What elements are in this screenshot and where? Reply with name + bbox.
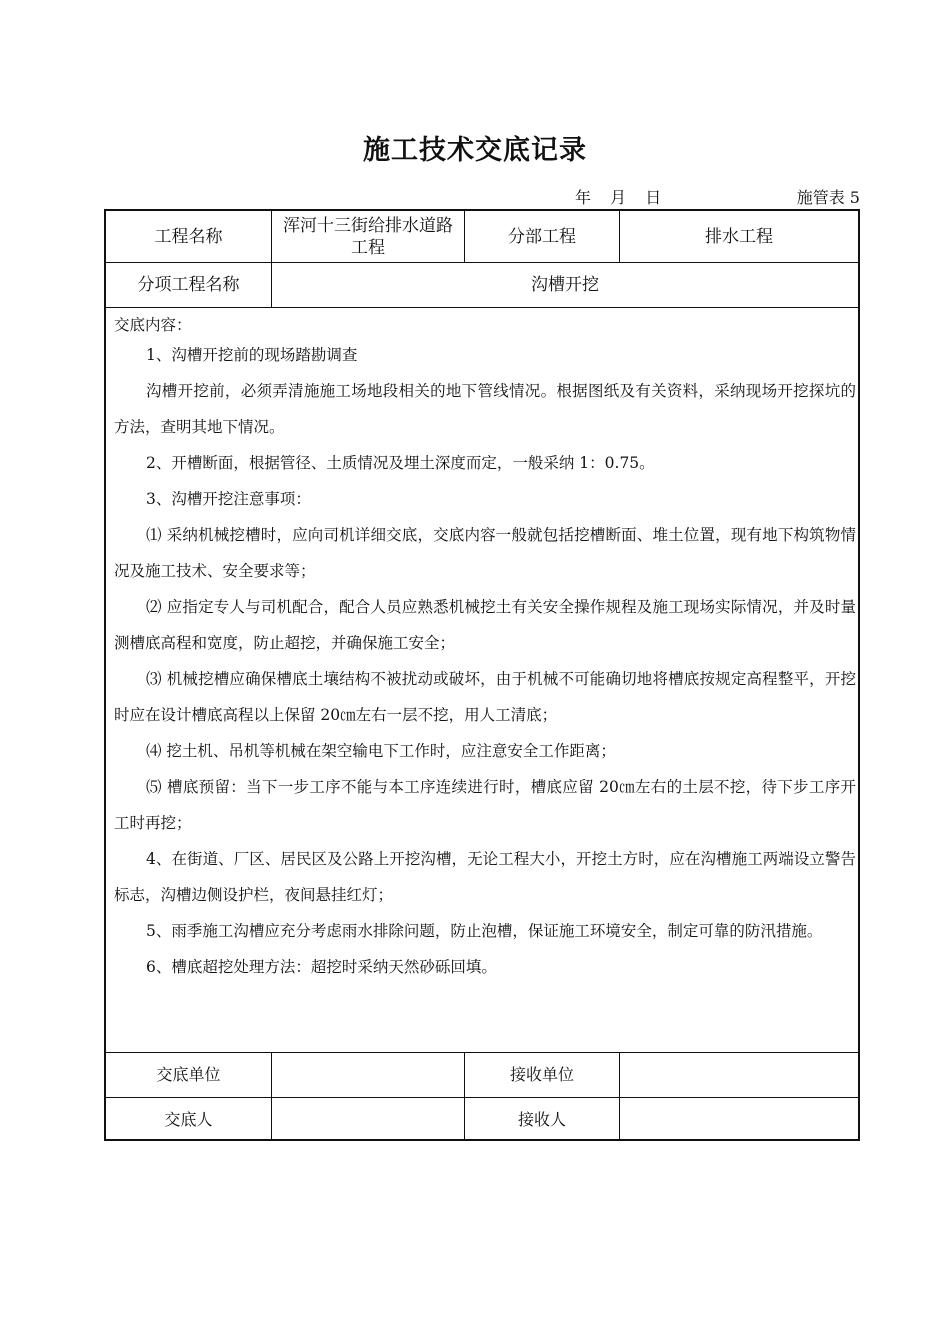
handover-person-label: 交底人: [164, 1109, 213, 1129]
content-paragraph: 沟槽开挖前，必须弄清施施工场地段相关的地下管线情况。根据图纸及有关资料，采纳现场开挖探坑的方法，查明其地下情况。: [114, 382, 856, 436]
receiving-unit-label: 接收单位: [509, 1065, 574, 1084]
disclosure-content: [114, 311, 856, 985]
handover-person-field[interactable]: [272, 1098, 464, 1141]
content-paragraph: ⑵ 应指定专人与司机配合，配合人员应熟悉机械挖土有关安全操作规程及施工现场实际情况，并及时量测槽底高程和宽度，防止超挖，并确保施工安全；: [114, 598, 856, 652]
receiving-unit-field[interactable]: [620, 1053, 858, 1097]
receiver-label: 接收人: [517, 1109, 566, 1129]
page-title: 施工技术交底记录: [363, 135, 587, 166]
content-paragraph: 5、雨季施工沟槽应充分考虑雨水排除问题，防止泡槽，保证施工环境安全，制定可靠的防汛措施。: [146, 922, 823, 940]
content-paragraph: ⑶ 机械挖槽应确保槽底土壤结构不被扰动或破坏，由于机械不可能确切地将槽底按规定高程整平，开挖时应在设计槽底高程以上保留 20㎝左右一层不挖，用人工清底；: [114, 670, 856, 724]
disclosure-form-table: [104, 209, 860, 1141]
date-line: [575, 185, 675, 208]
row-divider: [106, 307, 858, 308]
subitem-value: 沟槽开挖: [531, 275, 599, 295]
content-paragraph: 6、槽底超挖处理方法：超挖时采纳天然砂砾回填。: [146, 958, 497, 976]
division-value: 排水工程: [705, 226, 773, 247]
handover-unit-field[interactable]: [272, 1053, 464, 1097]
content-paragraph: 2、开槽断面，根据管径、土质情况及埋土深度而定，一般采纳 1：0.75。: [146, 454, 655, 472]
handover-unit-label: 交底单位: [156, 1065, 221, 1084]
content-paragraph: ⑸ 槽底预留：当下一步工序不能与本工序连续进行时，槽底应留 20㎝左右的土层不挖，待下步工序开工时再挖；: [114, 778, 856, 832]
content-paragraph: 1、沟槽开挖前的现场踏勘调查: [146, 346, 358, 364]
date-year-label: 年: [575, 188, 592, 207]
content-paragraph: ⑷ 挖土机、吊机等机械在架空输电下工作时，应注意安全工作距离；: [146, 742, 616, 760]
content-paragraph: 3、沟槽开挖注意事项：: [146, 490, 311, 508]
content-heading: 交底内容：: [114, 316, 192, 334]
subitem-label: 分项工程名称: [137, 275, 240, 295]
project-name-value: 浑河十三街给排水道路工程: [283, 215, 453, 258]
date-day-label: 日: [645, 188, 662, 207]
date-month-label: 月: [610, 188, 627, 207]
form-number: 施管表 5: [796, 188, 860, 207]
division-label: 分部工程: [508, 226, 576, 247]
project-name-label: 工程名称: [154, 226, 223, 247]
receiver-field[interactable]: [620, 1098, 858, 1141]
content-paragraph: ⑴ 采纳机械挖槽时，应向司机详细交底，交底内容一般就包括挖槽断面、堆土位置，现有地下构筑物情况及施工技术、安全要求等；: [114, 526, 856, 580]
content-paragraph: 4、在街道、厂区、居民区及公路上开挖沟槽，无论工程大小，开挖土方时，应在沟槽施工两端设立警告标志，沟槽边侧设护栏，夜间悬挂红灯；: [114, 850, 856, 904]
